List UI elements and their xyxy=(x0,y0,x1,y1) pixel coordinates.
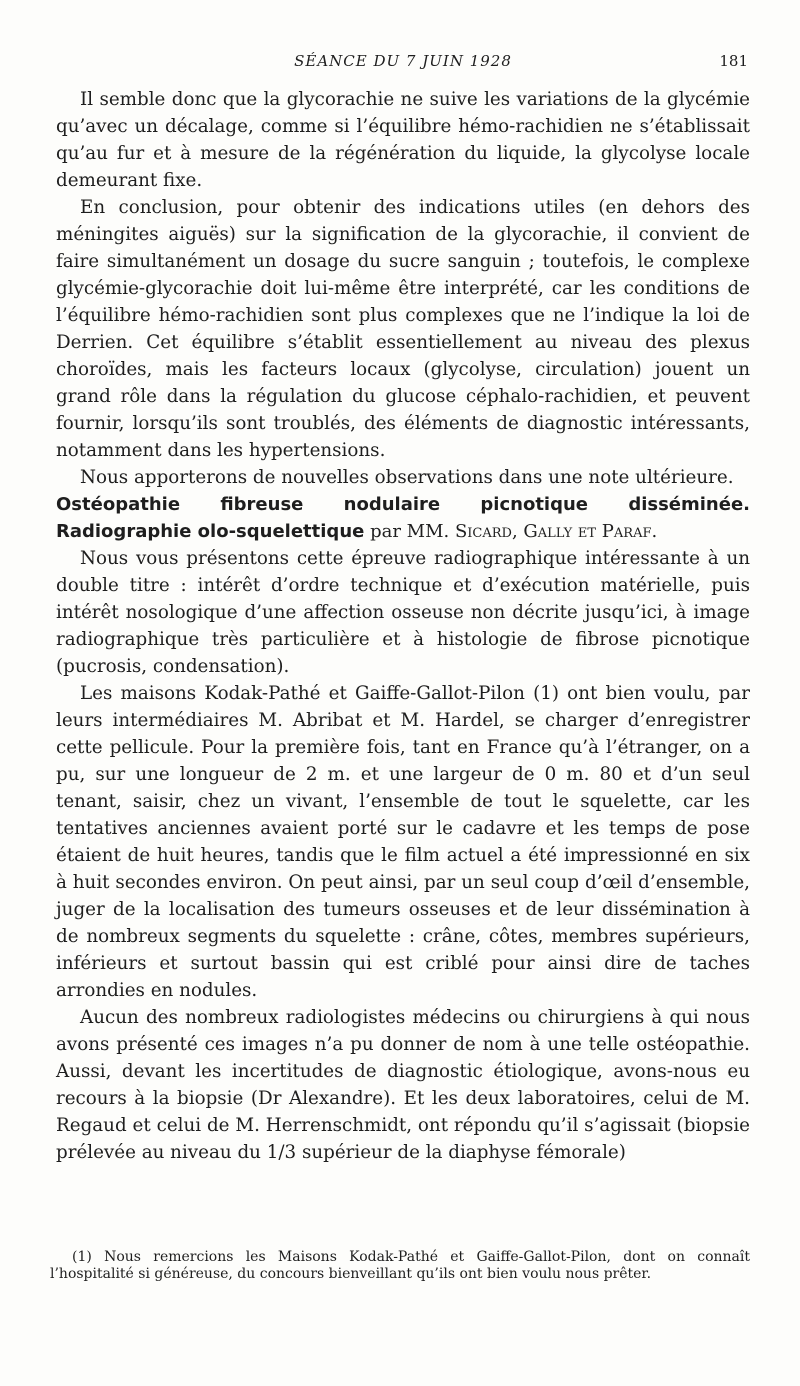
section-title-main: Ostéopathie fibreuse nodulaire picnotique disséminée. Radiographie olo-squelettique xyxy=(56,494,750,542)
footnote-text: (1) Nous remercions les Maisons Kodak-Pathé et Gaiffe-Gallot-Pilon, dont on connaît l’hospitalité si généreuse, du concours bienveillant qu’ils ont bien voulu nous prêter. xyxy=(50,1249,750,1282)
running-title: SÉANCE DU 7 JUIN 1928 xyxy=(294,52,512,70)
section-title xyxy=(56,491,750,545)
page-number: 181 xyxy=(719,52,748,70)
paragraph: Nous vous présentons cette épreuve radiographique intéressante à un double titre : intérêt d’ordre technique et d’exécution matérielle, puis intérêt nosologique d’une affection osseuse non décrite jusqu’ici, à image radiographique très particulière et à histologie de fibrose picnotique (pucrosis, condensation). xyxy=(56,548,750,677)
paragraph: Nous apporterons de nouvelles observations dans une note ultérieure. xyxy=(80,467,734,488)
paragraph: En conclusion, pour obtenir des indications utiles (en dehors des méningites aiguës) sur la signification de la glycorachie, il convient de faire simultanément un dosage du sucre sanguin ; toutefois, le complexe glycémie-glycorachie doit lui-même être interprété, car les conditions de l’équilibre hémo-rachidien sont plus complexes que ne l’indique la loi de Derrien. Cet équilibre s’établit essentiellement au niveau des plexus choroïdes, mais les facteurs locaux (glycolyse, circulation) jouent un grand rôle dans la régulation du glucose céphalo-rachidien, et peuvent fournir, lorsqu’ils sont troublés, des éléments de diagnostic intéressants, notamment dans les hypertensions. xyxy=(56,197,750,461)
paragraph: Il semble donc que la glycorachie ne suive les variations de la glycémie qu’avec un décalage, comme si l’équilibre hémo-rachidien ne s’établissait qu’au fur et à mesure de la régénération du liquide, la glycolyse locale demeurant fixe. xyxy=(56,89,750,191)
footnote xyxy=(50,1249,750,1283)
paragraph: Les maisons Kodak-Pathé et Gaiffe-Gallot-Pilon (1) ont bien voulu, par leurs intermédiaires M. Abribat et M. Hardel, se charger d’enregistrer cette pellicule. Pour la première fois, tant en France qu’à l’étranger, on a pu, sur une longueur de 2 m. et une largeur de 0 m. 80 et d’un seul tenant, saisir, chez un vivant, l’ensemble de tout le squelette, car les tentatives anciennes avaient porté sur le cadavre et les temps de pose étaient de huit heures, tandis que le film actuel a été impressionné en six à huit secondes environ. On peut ainsi, par un seul coup d’œil d’ensemble, juger de la localisation des tumeurs osseuses et de leur dissémination à de nombreux segments du squelette : crâne, côtes, membres supérieurs, inférieurs et surtout bassin qui est criblé pour ainsi dire de taches arrondies en nodules. xyxy=(56,683,750,1001)
paragraph: Aucun des nombreux radiologistes médecins ou chirurgiens à qui nous avons présenté ces images n’a pu donner de nom à une telle ostéopathie. Aussi, devant les incertitudes de diagnostic étiologique, avons-nous eu recours à la biopsie (Dr Alexandre). Et les deux laboratoires, celui de M. Regaud et celui de M. Herrenschmidt, ont répondu qu’il s’agissait (biopsie prélevée au niveau du 1/3 supérieur de la diaphyse fémorale) xyxy=(56,1007,750,1163)
section-authors: Sicard, Gally et Paraf. xyxy=(454,521,658,542)
section-title-by: par MM. xyxy=(364,521,455,542)
page-header xyxy=(58,52,748,76)
body-text xyxy=(56,86,750,1166)
